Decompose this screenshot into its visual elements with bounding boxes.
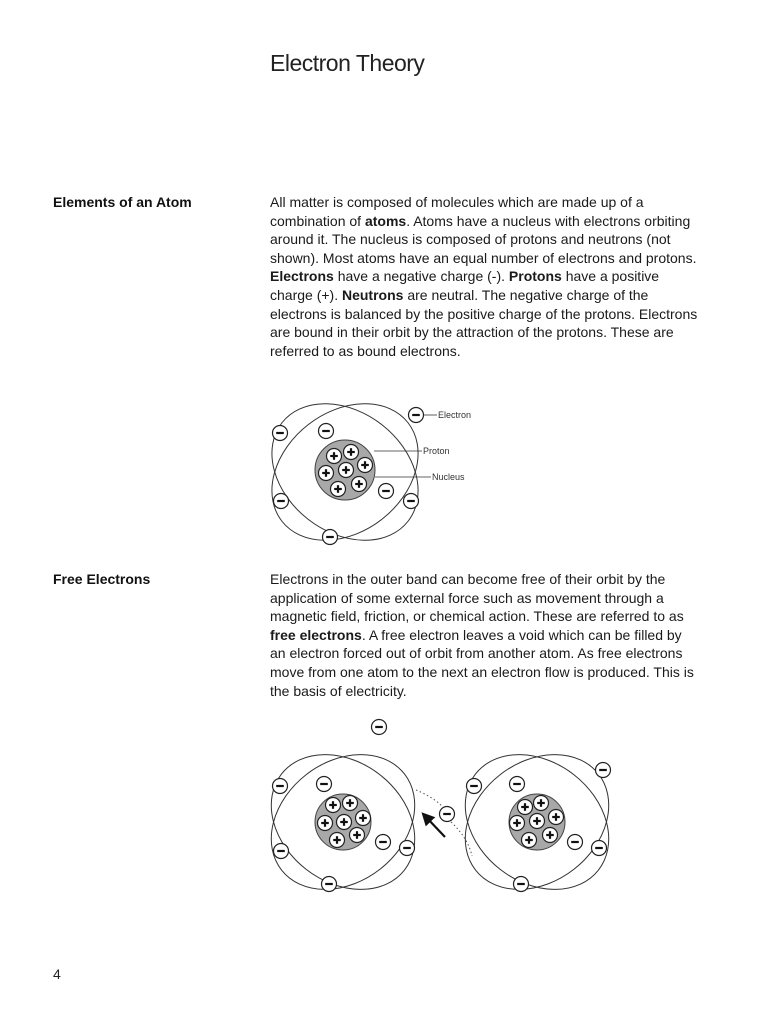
- proton: [327, 449, 342, 464]
- section-heading-elements-of-an-atom: Elements of an Atom: [53, 194, 192, 210]
- electron: [274, 494, 289, 509]
- text-run: All matter is composed of molecules which are made up of a combination of: [270, 194, 644, 229]
- term-atoms: atoms: [364, 212, 407, 229]
- text-run: are neutral. The negative charge of the electrons is balanced by the positive charge of the protons. Electrons are bound in their orbit by the attraction of the protons. These are referred to as bound electrons.: [270, 286, 698, 359]
- electron: [317, 777, 332, 792]
- proton: [356, 811, 371, 826]
- free-electron: [372, 720, 387, 735]
- proton: [331, 482, 346, 497]
- text-run: Electrons in the outer band can become free of their orbit by the application of some external force such as movement through a magnetic field, friction, or chemical action. These are referred to as: [270, 571, 684, 625]
- electron: [568, 835, 583, 850]
- proton: [543, 828, 558, 843]
- atom-diagram-bound: [245, 375, 471, 568]
- proton: [358, 458, 373, 473]
- proton: [330, 833, 345, 848]
- electron: [596, 763, 611, 778]
- label-proton: Proton: [423, 446, 450, 456]
- atom-diagram-right: [439, 727, 636, 918]
- electron: [409, 408, 424, 423]
- electron: [510, 777, 525, 792]
- section-heading-free-electrons: Free Electrons: [53, 571, 151, 587]
- electron: [514, 877, 529, 892]
- proton: [352, 477, 367, 492]
- electron: [319, 424, 334, 439]
- term-free-electrons: free electrons: [270, 626, 362, 643]
- text-run: have a negative charge (-).: [333, 268, 509, 285]
- electron: [467, 779, 482, 794]
- electron: [322, 877, 337, 892]
- atom-diagram-left: [245, 720, 442, 918]
- electron: [273, 426, 288, 441]
- label-electron: Electron: [438, 410, 472, 420]
- proton: [319, 466, 334, 481]
- electron: [592, 841, 607, 856]
- proton: [343, 796, 358, 811]
- electron: [404, 494, 419, 509]
- electron: [323, 530, 338, 545]
- text-run: have a positive charge (+).: [270, 268, 660, 303]
- proton: [344, 445, 359, 460]
- proton: [530, 814, 545, 829]
- label-nucleus: Nucleus: [432, 472, 465, 482]
- proton: [337, 815, 352, 830]
- page-title: Electron Theory: [270, 50, 425, 76]
- electron: [379, 484, 394, 499]
- proton: [350, 828, 365, 843]
- proton: [534, 796, 549, 811]
- text-run: . A free electron leaves a void which can be filled by an electron forced out of orbit from another atom. As free electrons move from one atom to the next an electron flow is produced. This is the basis of electricity.: [270, 626, 694, 699]
- term-protons: Protons: [508, 268, 562, 285]
- proton: [518, 800, 533, 815]
- proton: [318, 816, 333, 831]
- moving-electron: [440, 807, 455, 822]
- electron: [273, 779, 288, 794]
- proton: [549, 810, 564, 825]
- term-neutrons: Neutrons: [341, 286, 404, 303]
- proton: [339, 463, 354, 478]
- electron: [376, 835, 391, 850]
- page-number: 4: [53, 966, 61, 982]
- proton: [326, 798, 341, 813]
- text-run: . Atoms have a nucleus with electrons orbiting around it. The nucleus is composed of protons and neutrons (not shown). Most atoms have an equal number of electrons and protons.: [270, 212, 697, 266]
- term-electrons: Electrons: [270, 268, 334, 285]
- proton: [522, 833, 537, 848]
- proton: [510, 816, 525, 831]
- electron: [400, 841, 415, 856]
- electron: [274, 844, 289, 859]
